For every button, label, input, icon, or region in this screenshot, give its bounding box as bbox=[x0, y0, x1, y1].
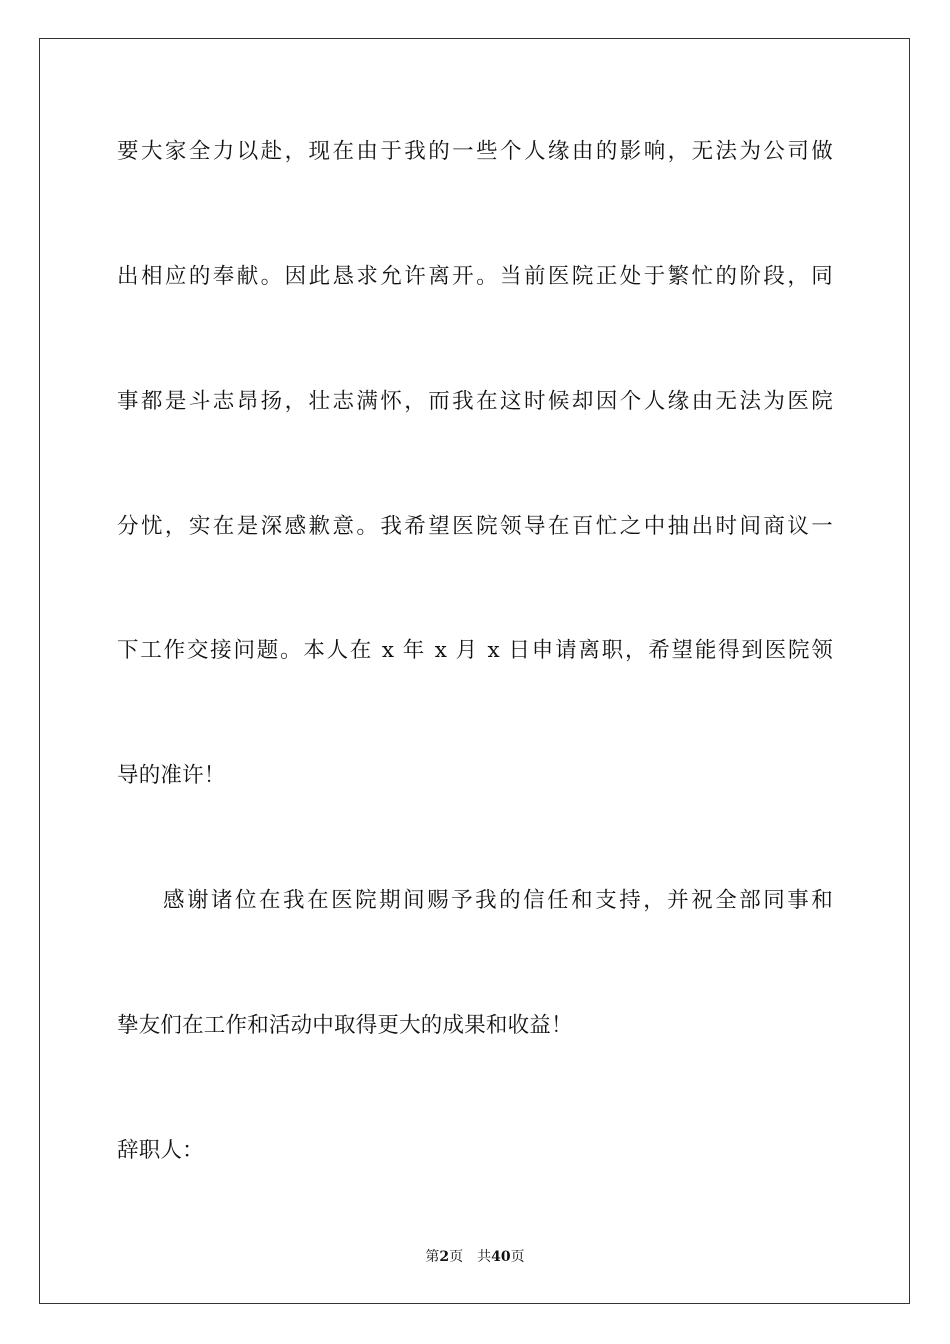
body-line-7: 感谢诸位在我在医院期间赐予我的信任和支持，并祝全部同事和 bbox=[163, 888, 833, 913]
signature-label: 辞职人： bbox=[117, 1138, 204, 1163]
body-line-1: 要大家全力以赴，现在由于我的一些个人缘由的影响，无法为公司做 bbox=[117, 139, 833, 164]
body-line-2: 出相应的奉献。因此恳求允许离开。当前医院正处于繁忙的阶段，同 bbox=[117, 264, 833, 289]
footer-page-total: 40 bbox=[491, 1249, 511, 1265]
page-border bbox=[39, 38, 910, 1304]
footer-page-suffix: 页 bbox=[449, 1249, 464, 1265]
body-line-4: 分忧，实在是深感歉意。我希望医院领导在百忙之中抽出时间商议一 bbox=[117, 514, 833, 539]
footer-page-current: 2 bbox=[439, 1249, 450, 1265]
footer-total-suffix: 页 bbox=[510, 1249, 525, 1265]
body-line-8: 挚友们在工作和活动中取得更大的成果和收益！ bbox=[117, 1013, 573, 1038]
body-line-3: 事都是斗志昂扬，壮志满怀，而我在这时候却因个人缘由无法为医院 bbox=[117, 389, 833, 414]
body-line-6: 导的准许！ bbox=[117, 763, 226, 788]
footer-page-prefix: 第 bbox=[425, 1249, 440, 1265]
body-line-5: 下工作交接问题。本人在 x 年 x 月 x 日申请离职，希望能得到医院领 bbox=[117, 638, 833, 663]
page-footer bbox=[0, 1247, 950, 1267]
footer-total-prefix: 共 bbox=[477, 1249, 492, 1265]
